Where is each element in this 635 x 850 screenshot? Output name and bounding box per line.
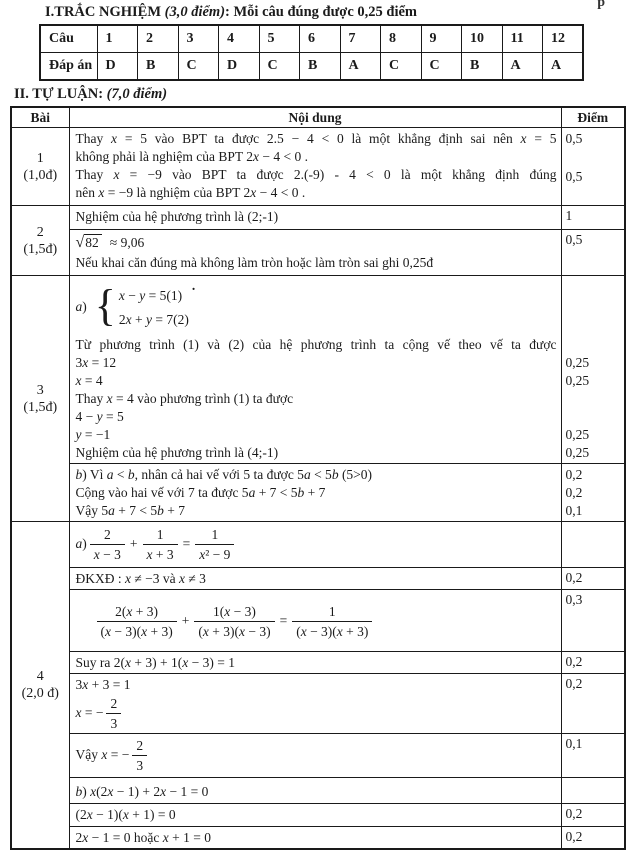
score-value: 0,2 xyxy=(565,829,583,844)
bai4-r4-score xyxy=(561,652,625,674)
section-i-title-tail: : Mỗi câu đúng được 0,25 điểm xyxy=(225,4,417,20)
table-row-bai1 xyxy=(11,128,625,206)
quiz-answer: C xyxy=(381,53,422,81)
bai4-r5-content: 3x + 3 = 1 x = − $\frac{2}{3}$ xyxy=(69,674,561,734)
table-row-bai4-r3 xyxy=(11,590,625,652)
quiz-question-number: 12 xyxy=(543,25,584,53)
quiz-question-number: 9 xyxy=(421,25,462,53)
score-value: 0,25 xyxy=(565,427,590,442)
score-value: 0,5 xyxy=(565,232,583,247)
bai4-r7-score xyxy=(561,778,625,804)
fraction-equation: a) $\frac{2}{x - 3}$ + $\frac{1}{x + 3}$ = $\frac{1}{\text{x² − 9}}$ xyxy=(76,524,557,564)
quiz-answer: D xyxy=(219,53,260,81)
equation-system xyxy=(76,278,557,336)
bai3a-scores xyxy=(561,276,625,464)
quiz-answer: A xyxy=(543,53,584,81)
bai1-scores xyxy=(561,128,625,206)
section-i-title xyxy=(45,4,635,21)
quiz-answer: C xyxy=(178,53,219,81)
bai3a-content: a) { x − y = 5(1) 2x + y = 7(2) . Từ phương trình (1) và (2) của hệ phương trình ta cộng vế theo vế ta được 3x = 12 x = 4 Thay x = 4 vào phương trình (1) ta được 4 − y = 5 y = −1 Nghiệm của hệ phương trình là (4;-1) xyxy=(69,276,561,464)
quiz-question-number: 7 xyxy=(340,25,381,53)
left-brace-icon: { xyxy=(94,281,116,330)
score-value: 0,2 xyxy=(565,570,583,585)
table-row-bai4-r6 xyxy=(11,734,625,778)
quiz-question-number: 10 xyxy=(462,25,503,53)
quiz-answer: B xyxy=(300,53,341,81)
bai2-row2-content xyxy=(69,230,561,276)
score-value: 0,2 xyxy=(565,467,583,482)
quiz-row-label-cau: Câu xyxy=(40,25,97,53)
score-value: 0,2 xyxy=(565,676,583,691)
quiz-question-row xyxy=(40,25,583,53)
score-value: 0,5 xyxy=(565,169,583,184)
bai3b-content: b) Vì a < b, nhân cả hai vế với 5 ta được 5a < 5b (5>0) Cộng vào hai vế với 7 ta được 5a + 7 < 5b + 7 Vậy 5a + 7 < 5b + 7 xyxy=(69,464,561,522)
bai3b-scores xyxy=(561,464,625,522)
header-noidung: Nội dung xyxy=(69,107,561,128)
sqrt-argument: 82 xyxy=(84,234,102,250)
quiz-answer: A xyxy=(340,53,381,81)
bai4-r2-content: ĐKXĐ : x ≠ −3 và x ≠ 3 xyxy=(69,568,561,590)
score-value: 0,25 xyxy=(565,355,590,370)
bai4-r5-score xyxy=(561,674,625,734)
fraction-equation: Vậy x = − $\frac{2}{3}$ xyxy=(76,736,557,774)
score-value: 0,3 xyxy=(565,592,583,607)
table-row-bai2a xyxy=(11,206,625,230)
bai4-r3-content xyxy=(69,590,561,652)
score-value: 0,2 xyxy=(565,654,583,669)
quiz-answer: C xyxy=(259,53,300,81)
bai4-r6-content xyxy=(69,734,561,778)
section-ii-title-points: (7,0 điểm) xyxy=(106,86,168,102)
system-eq2: 2x + y = 7(2) xyxy=(118,311,189,327)
bai4-r7-content: b) x(2x − 1) + 2x − 1 = 0 xyxy=(69,778,561,804)
system-eq1: x − y = 5(1) xyxy=(118,287,183,303)
bai4-r6-score xyxy=(561,734,625,778)
bai4-r3-score xyxy=(561,590,625,652)
score-value: 0,25 xyxy=(565,445,590,460)
quiz-answer-row xyxy=(40,53,583,81)
bai2-row2-score xyxy=(561,230,625,276)
bai2-note: Nếu khai căn đúng mà không làm tròn hoặc làm tròn sai ghi 0,25đ xyxy=(75,255,434,270)
bai4-r4-content: Suy ra 2(x + 3) + 1(x − 3) = 1 xyxy=(69,652,561,674)
table-row-bai2b xyxy=(11,230,625,276)
table-row-bai3a xyxy=(11,276,625,464)
score-value: 0,25 xyxy=(565,373,590,388)
quiz-question-number: 8 xyxy=(381,25,422,53)
eq-label: a) xyxy=(75,536,87,551)
section-i-title-main: I.TRẮC NGHIỆM xyxy=(45,4,165,20)
table-row-bai4-r1 xyxy=(11,522,625,568)
sqrt-approx: ≈ 9,06 xyxy=(109,235,145,250)
bai4-r2-score xyxy=(561,568,625,590)
bai4-r1-content xyxy=(69,522,561,568)
section-i-title-points: (3,0 điểm) xyxy=(164,4,226,20)
header-bai: Bài xyxy=(11,107,69,128)
quiz-question-number: 1 xyxy=(97,25,138,53)
quiz-question-number: 2 xyxy=(138,25,179,53)
quiz-answer: B xyxy=(138,53,179,81)
section-ii-title-main: II. TỰ LUẬN: xyxy=(14,86,107,102)
fraction-equation: x = − $\frac{2}{3}$ xyxy=(76,694,557,732)
table-header-row xyxy=(11,107,625,128)
bai1-label: 1 (1,0đ) xyxy=(11,128,69,206)
bai4-r8-content: (2x − 1)(x + 1) = 0 xyxy=(69,804,561,827)
score-value: 0,5 xyxy=(565,131,583,146)
header-diem: Điểm xyxy=(561,107,625,128)
table-row-bai4-r2 xyxy=(11,568,625,590)
page-edge-artifact: p xyxy=(597,0,605,10)
bai4-r9-content: 2x − 1 = 0 hoặc x + 1 = 0 xyxy=(69,827,561,850)
quiz-question-number: 3 xyxy=(178,25,219,53)
table-row-bai4-r7 xyxy=(11,778,625,804)
bai2-label: 2 (1,5đ) xyxy=(11,206,69,276)
bai4-label: 4 (2,0 đ) xyxy=(11,522,69,850)
essay-answer-table xyxy=(10,106,626,850)
table-row-bai4-r4 xyxy=(11,652,625,674)
table-row-bai3b xyxy=(11,464,625,522)
section-ii-title xyxy=(14,86,635,103)
bai4-r9-score xyxy=(561,827,625,850)
system-period: . xyxy=(191,278,196,293)
bai4-r8-score xyxy=(561,804,625,827)
score-value: 1 xyxy=(565,208,573,223)
multiple-choice-table xyxy=(39,24,584,81)
quiz-question-number: 4 xyxy=(219,25,260,53)
table-row-bai4-r9 xyxy=(11,827,625,850)
score-value: 0,2 xyxy=(565,485,583,500)
quiz-row-label-dapan: Đáp án xyxy=(40,53,97,81)
quiz-answer: B xyxy=(462,53,503,81)
quiz-question-number: 11 xyxy=(502,25,543,53)
score-value: 0,2 xyxy=(565,806,583,821)
score-value: 0,1 xyxy=(565,736,583,751)
bai4-r1-score xyxy=(561,522,625,568)
bai3-label: 3 (1,5đ) xyxy=(11,276,69,522)
quiz-answer: D xyxy=(97,53,138,81)
quiz-question-number: 6 xyxy=(300,25,341,53)
table-row-bai4-r5 xyxy=(11,674,625,734)
bai2-row1-score xyxy=(561,206,625,230)
quiz-question-number: 5 xyxy=(259,25,300,53)
table-row-bai4-r8 xyxy=(11,804,625,827)
bai1-content: Thay x = 5 vào BPT ta được 2.5 − 4 < 0 là một khẳng định sai nên x = 5 không phải là nghiệm của BPT 2x − 4 < 0 . Thay x = −9 vào BPT ta được 2.(-9) - 4 < 0 là một khẳng định đúng nên x = −9 là nghiệm của BPT 2x − 4 < 0 . xyxy=(69,128,561,206)
quiz-answer: A xyxy=(502,53,543,81)
quiz-answer: C xyxy=(421,53,462,81)
score-value: 0,1 xyxy=(565,503,583,518)
sqrt-radical-icon: √ xyxy=(75,234,85,251)
fraction-equation: $\frac{2(x + 3)}{(x - 3)(x + 3)}$ + $\frac{1(x - 3)}{(x + 3)(x - 3)}$ = $\frac{1}{(x - 3)(x + 3)}$ xyxy=(76,592,557,650)
bai2-row1-content: Nghiệm của hệ phương trình là (2;-1) xyxy=(69,206,561,230)
system-label: a) xyxy=(75,299,87,314)
